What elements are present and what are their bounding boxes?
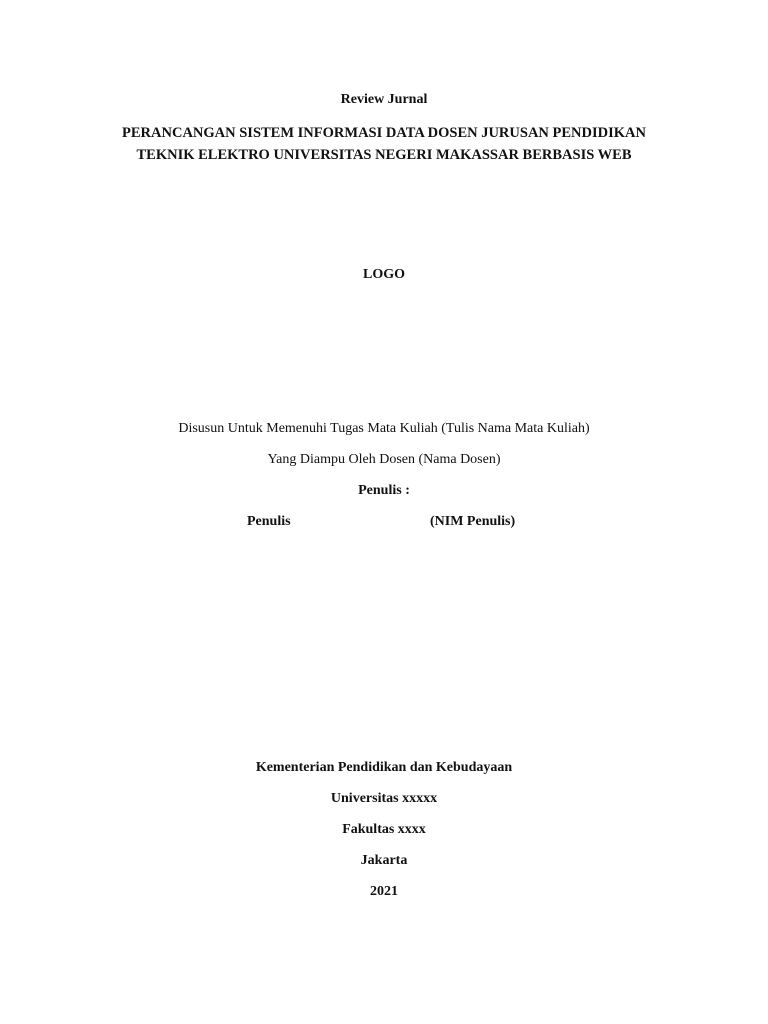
university-text: Universitas xxxxx [330, 791, 438, 806]
year-text: 2021 [370, 884, 398, 899]
logo-placeholder: LOGO [362, 267, 405, 282]
title-line-1: PERANCANGAN SISTEM INFORMASI DATA DOSEN JURUSAN PENDIDIKAN [122, 125, 646, 141]
faculty-text: Fakultas xxxx [342, 822, 426, 837]
lecturer-text: Yang Diampu Oleh Dosen (Nama Dosen) [267, 452, 501, 467]
purpose-text: Disusun Untuk Memenuhi Tugas Mata Kuliah (Tulis Nama Mata Kuliah) [178, 421, 590, 436]
author-nim: (NIM Penulis) [430, 514, 516, 529]
city-text: Jakarta [360, 853, 408, 868]
title-line-2: TEKNIK ELEKTRO UNIVERSITAS NEGERI MAKASSAR BERBASIS WEB [136, 147, 632, 163]
author-label: Penulis : [358, 483, 410, 498]
document-heading: Review Jurnal [340, 92, 428, 107]
ministry-text: Kementerian Pendidikan dan Kebudayaan [255, 760, 513, 775]
document-title [0, 122, 768, 166]
author-name: Penulis [247, 514, 291, 529]
